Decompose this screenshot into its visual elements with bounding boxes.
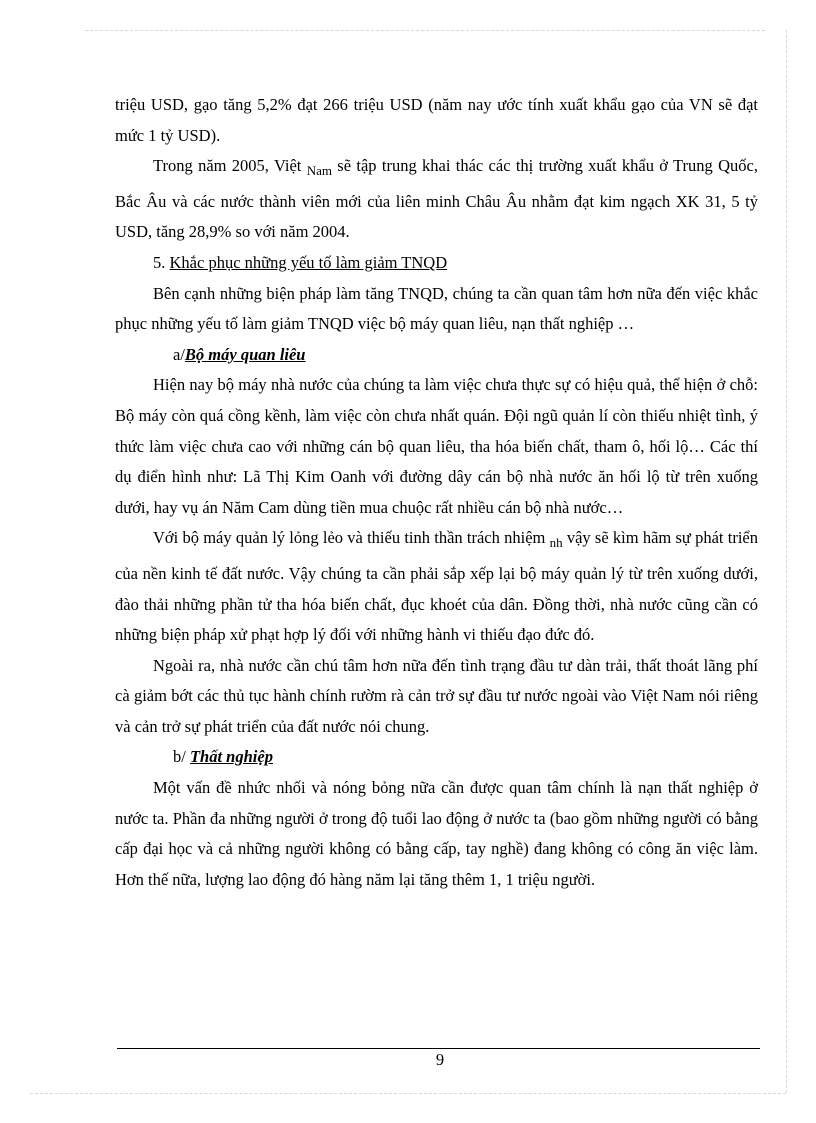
subsection-title: Thất nghiệp <box>189 747 273 767</box>
subsection-heading-b <box>115 742 758 773</box>
paragraph-text: vậy sẽ kìm hãm sự phát triển của nền kinh tế đất nước. Vậy chúng ta cần phải sắp xếp lại bộ máy quản lý từ trên xuống dưới, đào thải những phần tử tha hóa biến chất, đục khoét của dân. Đồng thời, nhà nước cũng cần có những biện pháp xử phạt hợp lý đối với những hành vi thiếu đạo đức đó. <box>115 528 758 645</box>
subsection-heading-a <box>115 340 758 371</box>
page-frame-right <box>786 30 787 1093</box>
subsection-prefix: a/ <box>173 344 185 364</box>
footer-rule <box>117 1048 760 1049</box>
section-number: 5. <box>153 252 170 272</box>
document-body <box>115 90 758 895</box>
page-number: 9 <box>435 1050 445 1069</box>
paragraph-text: sẽ tập trung khai thác các thị trường xuất khẩu ở Trung Quốc, Bắc Âu và các nước thành viên mới của liên minh Châu Âu nhằm đạt kim ngạch XK 31, 5 tỷ USD, tăng 28,9% so với năm 2004. <box>115 156 758 242</box>
paragraph-management <box>115 523 758 650</box>
subsection-prefix: b/ <box>173 747 190 767</box>
subscript-text: Nam <box>306 163 332 179</box>
paragraph-bureaucracy: Hiện nay bộ máy nhà nước của chúng ta làm việc chưa thực sự có hiệu quả, thể hiện ở chỗ: Bộ máy còn quá cồng kềnh, làm việc còn chưa nhất quán. Đội ngũ quản lí còn thiếu nhiệt tình, ý thức làm việc chưa cao với những cán bộ quan liêu, tha hóa biến chất, tham ô, hối lộ… Các thí dụ điển hình như: Lã Thị Kim Oanh với đường dây cán bộ nhà nước ăn hối lộ từ trên xuống dưới, hay vụ án Năm Cam dùng tiền mua chuộc rất nhiều cán bộ nhà nước… <box>115 375 758 517</box>
page-frame-top <box>85 30 765 31</box>
subscript-text: nh <box>549 535 563 551</box>
paragraph-text: Với bộ máy quản lý lỏng lẻo và thiếu tinh thần trách nhiệm <box>153 528 550 548</box>
paragraph-unemployment: Một vấn đề nhức nhối và nóng bỏng nữa cần được quan tâm chính là nạn thất nghiệp ở nước ta. Phần đa những người ở trong độ tuổi lao động ở nước ta (bao gồm những người có bằng cấp đại học và cả những người không có bằng cấp, tay nghề) đang không có công ăn việc làm. Hơn thế nữa, lượng lao động đó hàng năm lại tăng thêm 1, 1 triệu người. <box>115 778 758 889</box>
paragraph-export-plan <box>115 151 758 248</box>
subsection-title: Bộ máy quan liêu <box>184 344 306 364</box>
section-title: Khắc phục những yếu tố làm giảm TNQD <box>169 252 448 272</box>
paragraph-continuation: triệu USD, gạo tăng 5,2% đạt 266 triệu USD (năm nay ước tính xuất khẩu gạo của VN sẽ đạt mức 1 tỷ USD). <box>115 95 758 145</box>
paragraph-text: Trong năm 2005, Việt <box>153 156 307 176</box>
paragraph-intro: Bên cạnh những biện pháp làm tăng TNQD, chúng ta cần quan tâm hơn nữa đến việc khắc phục những yếu tố làm giảm TNQD việc bộ máy quan liêu, nạn thất nghiệp … <box>115 283 758 334</box>
paragraph-investment: Ngoài ra, nhà nước cần chú tâm hơn nữa đến tình trạng đầu tư dàn trải, thất thoát lãng phí cà giảm bớt các thủ tục hành chính rườm rà cản trở sự đầu tư nước ngoài vào Việt Nam nói riêng và cản trở sự phát triển của đất nước nói chung. <box>115 655 758 736</box>
section-heading <box>115 248 758 279</box>
page-frame-bottom <box>30 1093 786 1094</box>
